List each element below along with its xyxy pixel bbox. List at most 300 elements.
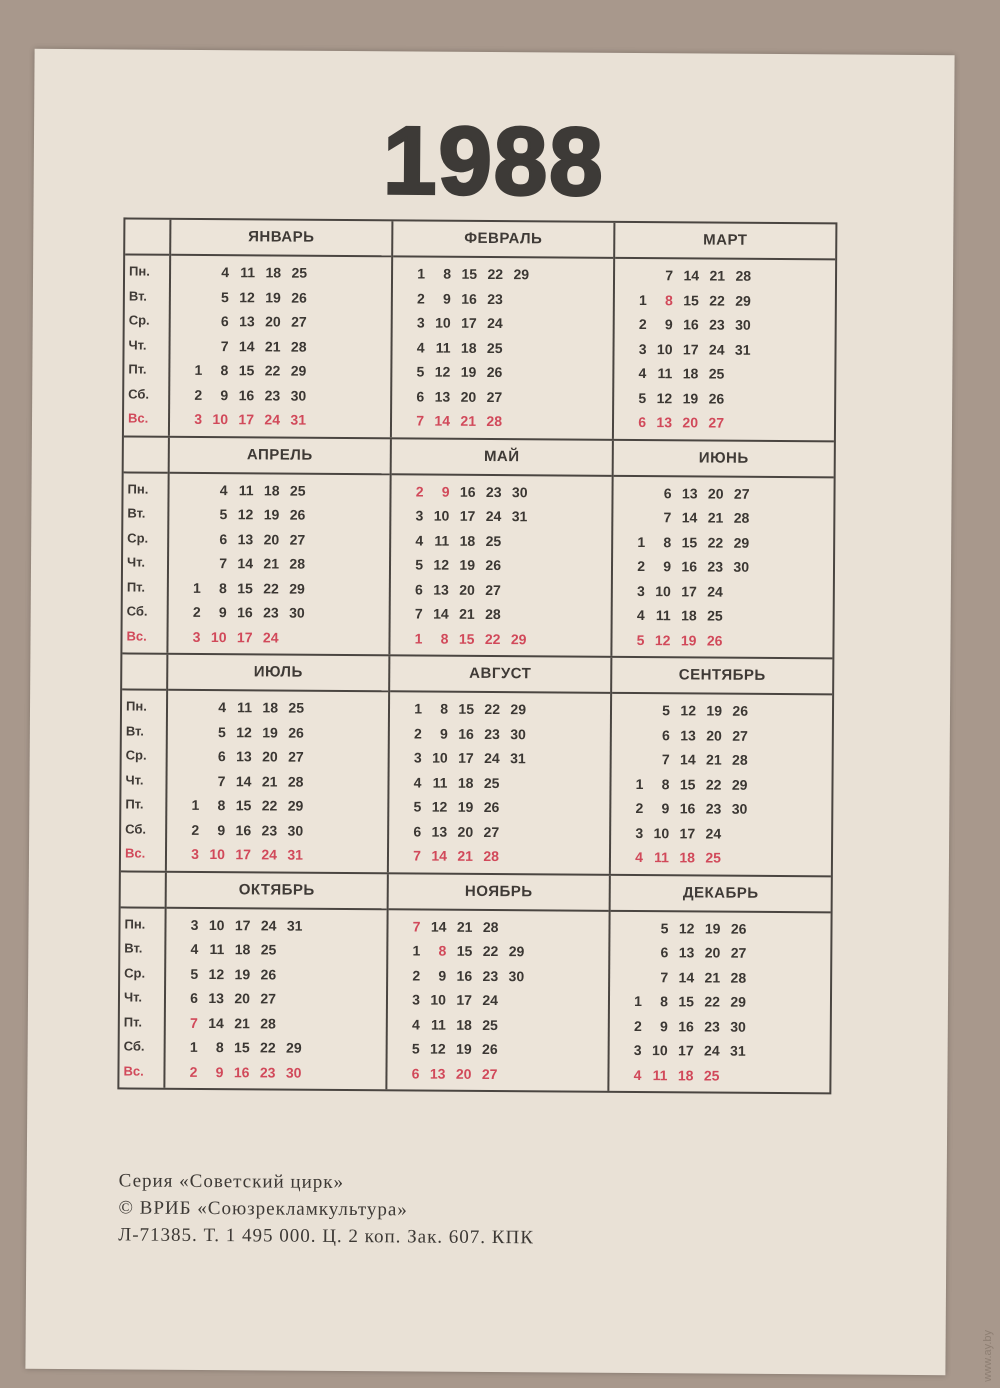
day-number: 19 — [460, 364, 477, 381]
day-number: 23 — [485, 483, 502, 500]
day-number: 29 — [289, 580, 305, 597]
day-number: 7 — [219, 555, 228, 572]
day-number: 21 — [261, 773, 278, 790]
day-number: 21 — [457, 848, 474, 865]
day-number: 10 — [653, 824, 670, 842]
day-number: 7 — [663, 509, 672, 526]
day-number: 13 — [429, 1065, 446, 1082]
day-number: 27 — [291, 313, 307, 330]
weekday-row — [395, 794, 601, 820]
month-name: ДЕКАБРЬ — [611, 875, 831, 913]
weekday-row — [172, 1010, 378, 1036]
day-number: 22 — [707, 534, 724, 551]
day-number: 6 — [416, 388, 425, 405]
weekday-column — [119, 872, 167, 1088]
weekday-row — [174, 624, 380, 650]
day-number: 23 — [482, 967, 499, 984]
day-number: 16 — [461, 290, 477, 307]
day-number: 17 — [679, 825, 696, 842]
weekday-row — [398, 359, 604, 385]
day-number: 23 — [484, 725, 500, 742]
day-number: 23 — [259, 1064, 276, 1081]
day-number: 27 — [733, 485, 750, 502]
day-number: 14 — [235, 772, 252, 790]
day-number: 13 — [239, 313, 255, 330]
day-number: 26 — [260, 966, 277, 983]
day-number: 22 — [709, 292, 725, 309]
weekday-row — [399, 261, 605, 287]
weekday-row — [618, 722, 824, 748]
weekday-row — [616, 940, 822, 966]
weekday-row — [619, 578, 825, 604]
weekday-row — [619, 505, 825, 531]
weekday-row — [175, 526, 381, 552]
day-number: 2 — [635, 800, 644, 817]
weekday-row — [618, 627, 824, 653]
day-number: 31 — [286, 917, 303, 934]
weekday-row — [621, 287, 827, 313]
day-number: 12 — [237, 506, 254, 523]
weekday-label: Вт. — [128, 287, 148, 304]
day-number: 10 — [430, 991, 447, 1008]
day-number: 4 — [219, 481, 228, 498]
weekday-row — [177, 284, 383, 310]
weekday-row — [176, 382, 382, 408]
day-number: 15 — [681, 534, 698, 551]
day-number: 3 — [636, 582, 645, 599]
day-number: 4 — [636, 607, 645, 624]
day-number: 22 — [484, 630, 501, 647]
weekday-row — [397, 552, 603, 578]
day-number: 15 — [461, 266, 478, 283]
day-number: 25 — [260, 941, 277, 958]
weekday-row — [175, 575, 381, 601]
day-number: 9 — [439, 725, 448, 742]
day-number: 23 — [707, 558, 724, 575]
month-block — [167, 655, 390, 872]
year-title: 1988 — [382, 107, 605, 216]
day-number: 15 — [458, 630, 475, 647]
day-number: 4 — [221, 264, 230, 281]
weekday-row — [174, 695, 380, 721]
day-number: 14 — [683, 267, 700, 284]
day-number: 7 — [661, 751, 670, 768]
day-number: 29 — [731, 776, 748, 793]
day-number: 8 — [438, 942, 447, 959]
weekday-label: Вс. — [127, 410, 149, 426]
weekday-row — [175, 477, 381, 503]
weekday-label: Чт. — [128, 336, 147, 353]
day-number: 30 — [285, 1064, 302, 1081]
day-number: 18 — [681, 607, 697, 624]
weekday-row — [397, 528, 603, 554]
day-number: 8 — [661, 775, 670, 793]
day-number: 25 — [707, 607, 723, 624]
day-number: 1 — [634, 993, 643, 1010]
day-number: 7 — [660, 968, 669, 985]
day-number: 24 — [260, 917, 277, 934]
day-number: 6 — [638, 414, 647, 431]
weekday-row — [616, 915, 822, 941]
day-number: 24 — [708, 341, 725, 358]
day-number: 15 — [456, 943, 473, 960]
weekday-row — [615, 1062, 821, 1088]
day-number: 1 — [193, 579, 201, 596]
day-number: 26 — [732, 702, 749, 720]
day-number: 14 — [434, 412, 451, 429]
day-number: 15 — [679, 776, 696, 793]
month-name: МАРТ — [615, 223, 835, 261]
day-number: 29 — [510, 630, 527, 648]
day-number: 22 — [484, 701, 501, 718]
day-number: 24 — [704, 1042, 720, 1059]
day-number: 12 — [678, 920, 695, 937]
weekday-row — [617, 796, 823, 822]
header-spacer — [124, 437, 168, 473]
day-number: 7 — [413, 847, 422, 864]
month-name: НОЯБРЬ — [389, 874, 609, 912]
day-number: 18 — [262, 699, 279, 716]
month-block — [614, 223, 835, 440]
day-number: 18 — [677, 1067, 694, 1084]
day-number: 22 — [261, 797, 278, 814]
day-number: 18 — [460, 339, 477, 356]
day-number: 15 — [238, 362, 255, 379]
day-number: 13 — [434, 388, 451, 405]
weekday-row — [394, 963, 600, 989]
weekday-row — [394, 1036, 600, 1062]
day-number: 31 — [734, 341, 751, 358]
day-number: 2 — [415, 483, 424, 500]
day-number: 18 — [457, 774, 474, 791]
day-number: 21 — [264, 338, 281, 355]
day-number: 13 — [208, 990, 225, 1007]
month-block — [170, 220, 393, 437]
pocket-calendar-card — [25, 49, 954, 1375]
day-number: 5 — [221, 288, 229, 305]
publisher-footer — [118, 1167, 879, 1253]
day-number: 2 — [189, 1063, 198, 1080]
day-number: 4 — [635, 849, 644, 866]
day-number: 8 — [220, 362, 229, 379]
day-number: 6 — [220, 313, 229, 330]
day-number: 11 — [240, 264, 256, 281]
day-number: 30 — [289, 604, 305, 621]
day-number: 3 — [190, 916, 199, 933]
day-number: 17 — [235, 846, 252, 863]
day-number: 6 — [663, 484, 672, 502]
day-number: 22 — [263, 580, 279, 597]
day-number: 2 — [417, 290, 425, 307]
day-number: 17 — [681, 583, 697, 600]
day-number: 23 — [263, 604, 279, 621]
day-number: 29 — [733, 534, 750, 551]
day-number: 24 — [705, 825, 722, 842]
weekday-row — [396, 696, 602, 722]
day-number: 17 — [461, 315, 477, 332]
day-number: 13 — [678, 944, 695, 961]
header-spacer — [121, 872, 165, 908]
day-number: 20 — [262, 748, 278, 765]
weekday-row — [173, 842, 379, 868]
weekday-row — [396, 626, 602, 652]
weekday-column — [121, 654, 169, 870]
day-number: 30 — [287, 822, 304, 839]
weekday-row — [172, 1035, 378, 1061]
day-number: 24 — [487, 315, 503, 332]
weekday-label: Чт. — [126, 554, 146, 570]
weekday-label: Сб. — [123, 1038, 145, 1054]
day-number: 5 — [219, 506, 228, 523]
day-number: 17 — [236, 628, 253, 646]
day-number: 16 — [459, 483, 476, 500]
weekday-label: Чт. — [123, 989, 143, 1005]
day-number: 10 — [652, 1042, 668, 1059]
day-number: 10 — [212, 411, 229, 428]
weekday-row — [394, 1012, 600, 1038]
day-number: 2 — [412, 967, 421, 984]
day-number: 12 — [433, 556, 450, 573]
day-number: 3 — [635, 824, 644, 841]
weekday-label: Пн. — [125, 698, 147, 714]
day-number: 28 — [483, 848, 500, 865]
month-name: ИЮНЬ — [614, 440, 834, 478]
day-number: 16 — [458, 725, 474, 742]
day-number: 28 — [289, 555, 306, 572]
day-number: 5 — [416, 363, 425, 380]
day-number: 20 — [457, 823, 474, 840]
weekday-label: Вс. — [126, 627, 147, 644]
day-number: 26 — [291, 289, 307, 306]
weekday-column — [124, 219, 172, 435]
day-number: 9 — [438, 967, 447, 984]
day-number: 13 — [681, 485, 698, 502]
day-number: 7 — [414, 605, 423, 622]
day-number: 13 — [680, 727, 696, 744]
day-number: 5 — [662, 702, 671, 719]
weekday-row — [174, 719, 380, 745]
day-number: 31 — [730, 1042, 746, 1060]
day-number: 28 — [485, 606, 501, 623]
day-number: 19 — [262, 724, 278, 741]
watermark: www.ay.by — [982, 1330, 994, 1382]
weekday-label: Вс. — [123, 1062, 144, 1079]
day-number: 5 — [190, 965, 199, 982]
day-number: 9 — [215, 1063, 224, 1080]
day-number: 26 — [288, 724, 304, 741]
weekday-row — [176, 358, 382, 384]
series-line: Серия «Советский цирк» — [118, 1170, 345, 1193]
month-name: ФЕВРАЛЬ — [393, 221, 613, 259]
day-number: 3 — [412, 991, 421, 1008]
weekday-row — [172, 986, 378, 1012]
day-number: 28 — [735, 267, 752, 285]
day-number: 11 — [654, 849, 670, 866]
day-number: 23 — [264, 387, 281, 404]
month-block — [390, 439, 613, 656]
weekday-row — [394, 938, 600, 964]
day-number: 20 — [706, 727, 722, 744]
weekday-label: Пн. — [129, 263, 150, 279]
day-number: 17 — [234, 916, 251, 934]
day-number: 28 — [732, 751, 748, 769]
day-number: 26 — [482, 1041, 498, 1058]
day-number: 7 — [412, 918, 421, 935]
day-number: 22 — [264, 362, 281, 379]
day-number: 15 — [683, 292, 699, 309]
day-number: 29 — [286, 1039, 302, 1056]
weekday-label: Ср. — [127, 529, 149, 546]
day-number: 9 — [443, 290, 451, 307]
day-number: 8 — [443, 265, 452, 282]
day-number: 4 — [633, 1066, 642, 1083]
day-number: 18 — [682, 365, 699, 382]
day-number: 14 — [430, 918, 447, 935]
weekday-row — [396, 745, 602, 771]
day-number: 18 — [679, 849, 696, 866]
weekday-row — [173, 817, 379, 843]
weekday-row — [397, 479, 603, 505]
day-number: 6 — [661, 726, 670, 744]
day-number: 20 — [459, 581, 475, 598]
day-number: 12 — [208, 965, 225, 982]
day-number: 28 — [733, 509, 750, 527]
day-number: 2 — [191, 821, 200, 838]
day-number: 6 — [190, 990, 199, 1007]
day-number: 26 — [706, 632, 723, 649]
day-number: 30 — [735, 316, 751, 334]
weekday-row — [175, 502, 381, 528]
weekday-row — [176, 407, 382, 433]
month-block — [387, 874, 610, 1091]
weekday-row — [619, 603, 825, 629]
weekday-row — [394, 987, 600, 1013]
day-number: 24 — [261, 846, 278, 863]
day-number: 14 — [238, 337, 255, 355]
weekday-label: Пн. — [124, 915, 146, 932]
day-number: 21 — [460, 413, 477, 430]
day-number: 19 — [265, 289, 281, 306]
weekday-row — [617, 771, 823, 797]
day-number: 17 — [238, 411, 255, 428]
day-number: 1 — [191, 797, 200, 814]
weekday-row — [172, 961, 378, 987]
day-number: 21 — [456, 918, 473, 935]
quarter-band — [124, 219, 836, 441]
day-number: 15 — [237, 579, 253, 597]
month-block — [609, 875, 830, 1092]
day-number: 16 — [235, 821, 252, 839]
day-number: 9 — [220, 386, 229, 403]
day-number: 10 — [433, 507, 450, 524]
header-spacer — [122, 654, 166, 690]
day-number: 1 — [412, 942, 421, 959]
day-number: 10 — [208, 916, 225, 933]
day-number: 20 — [707, 485, 724, 502]
month-block — [165, 872, 388, 1089]
weekday-label: Пт. — [123, 1013, 143, 1030]
day-number: 13 — [656, 414, 673, 431]
weekday-label: Чт. — [125, 771, 144, 788]
day-number: 9 — [663, 558, 672, 575]
day-number: 1 — [637, 533, 646, 550]
day-number: 3 — [633, 1042, 642, 1059]
day-number: 14 — [431, 847, 448, 864]
day-number: 22 — [482, 943, 499, 960]
day-number: 1 — [417, 265, 426, 282]
day-number: 23 — [261, 822, 278, 839]
day-number: 13 — [433, 581, 449, 598]
weekday-row — [620, 385, 826, 411]
weekday-row — [394, 914, 600, 940]
weekday-label: Вс. — [124, 845, 146, 861]
weekday-row — [173, 768, 379, 794]
day-number: 8 — [663, 533, 672, 551]
header-spacer — [125, 219, 169, 255]
weekday-row — [396, 721, 602, 747]
day-number: 5 — [415, 556, 424, 573]
day-number: 24 — [482, 992, 499, 1009]
day-number: 8 — [219, 579, 227, 596]
day-number: 7 — [220, 337, 229, 354]
day-number: 29 — [290, 362, 307, 379]
day-number: 1 — [635, 775, 644, 792]
day-number: 1 — [414, 630, 423, 647]
day-number: 7 — [416, 412, 425, 429]
day-number: 30 — [508, 967, 525, 984]
day-number: 18 — [234, 941, 251, 958]
day-number: 3 — [194, 411, 203, 428]
weekday-row — [398, 335, 604, 361]
day-number: 16 — [683, 316, 699, 333]
day-number: 12 — [680, 702, 697, 719]
day-number: 27 — [732, 727, 748, 744]
weekday-row — [616, 1038, 822, 1064]
weekday-row — [399, 286, 605, 312]
day-number: 12 — [656, 389, 673, 407]
day-number: 16 — [681, 558, 698, 575]
weekday-label: Сб. — [126, 603, 148, 619]
day-number: 14 — [208, 1014, 224, 1031]
day-number: 21 — [234, 1014, 250, 1032]
day-number: 15 — [678, 993, 695, 1010]
weekday-label: Сб. — [125, 820, 147, 837]
day-number: 25 — [705, 849, 722, 866]
day-number: 13 — [431, 823, 448, 840]
day-number: 3 — [416, 314, 425, 331]
day-number: 12 — [431, 798, 448, 815]
day-number: 2 — [413, 725, 422, 742]
day-number: 21 — [707, 509, 724, 526]
day-number: 19 — [456, 1041, 472, 1058]
weekday-row — [395, 843, 601, 869]
day-number: 6 — [411, 1065, 420, 1082]
day-number: 29 — [735, 292, 751, 309]
day-number: 9 — [217, 821, 226, 838]
month-name: АПРЕЛЬ — [170, 437, 390, 475]
day-number: 13 — [237, 530, 254, 548]
day-number: 10 — [435, 314, 451, 331]
month-name: МАЙ — [392, 439, 612, 477]
weekday-row — [616, 964, 822, 990]
day-number: 28 — [287, 773, 304, 790]
day-number: 23 — [704, 1018, 720, 1035]
weekday-row — [620, 361, 826, 387]
day-number: 27 — [260, 990, 277, 1007]
day-number: 25 — [708, 365, 725, 382]
weekday-row — [620, 410, 826, 436]
day-number: 23 — [709, 316, 725, 333]
